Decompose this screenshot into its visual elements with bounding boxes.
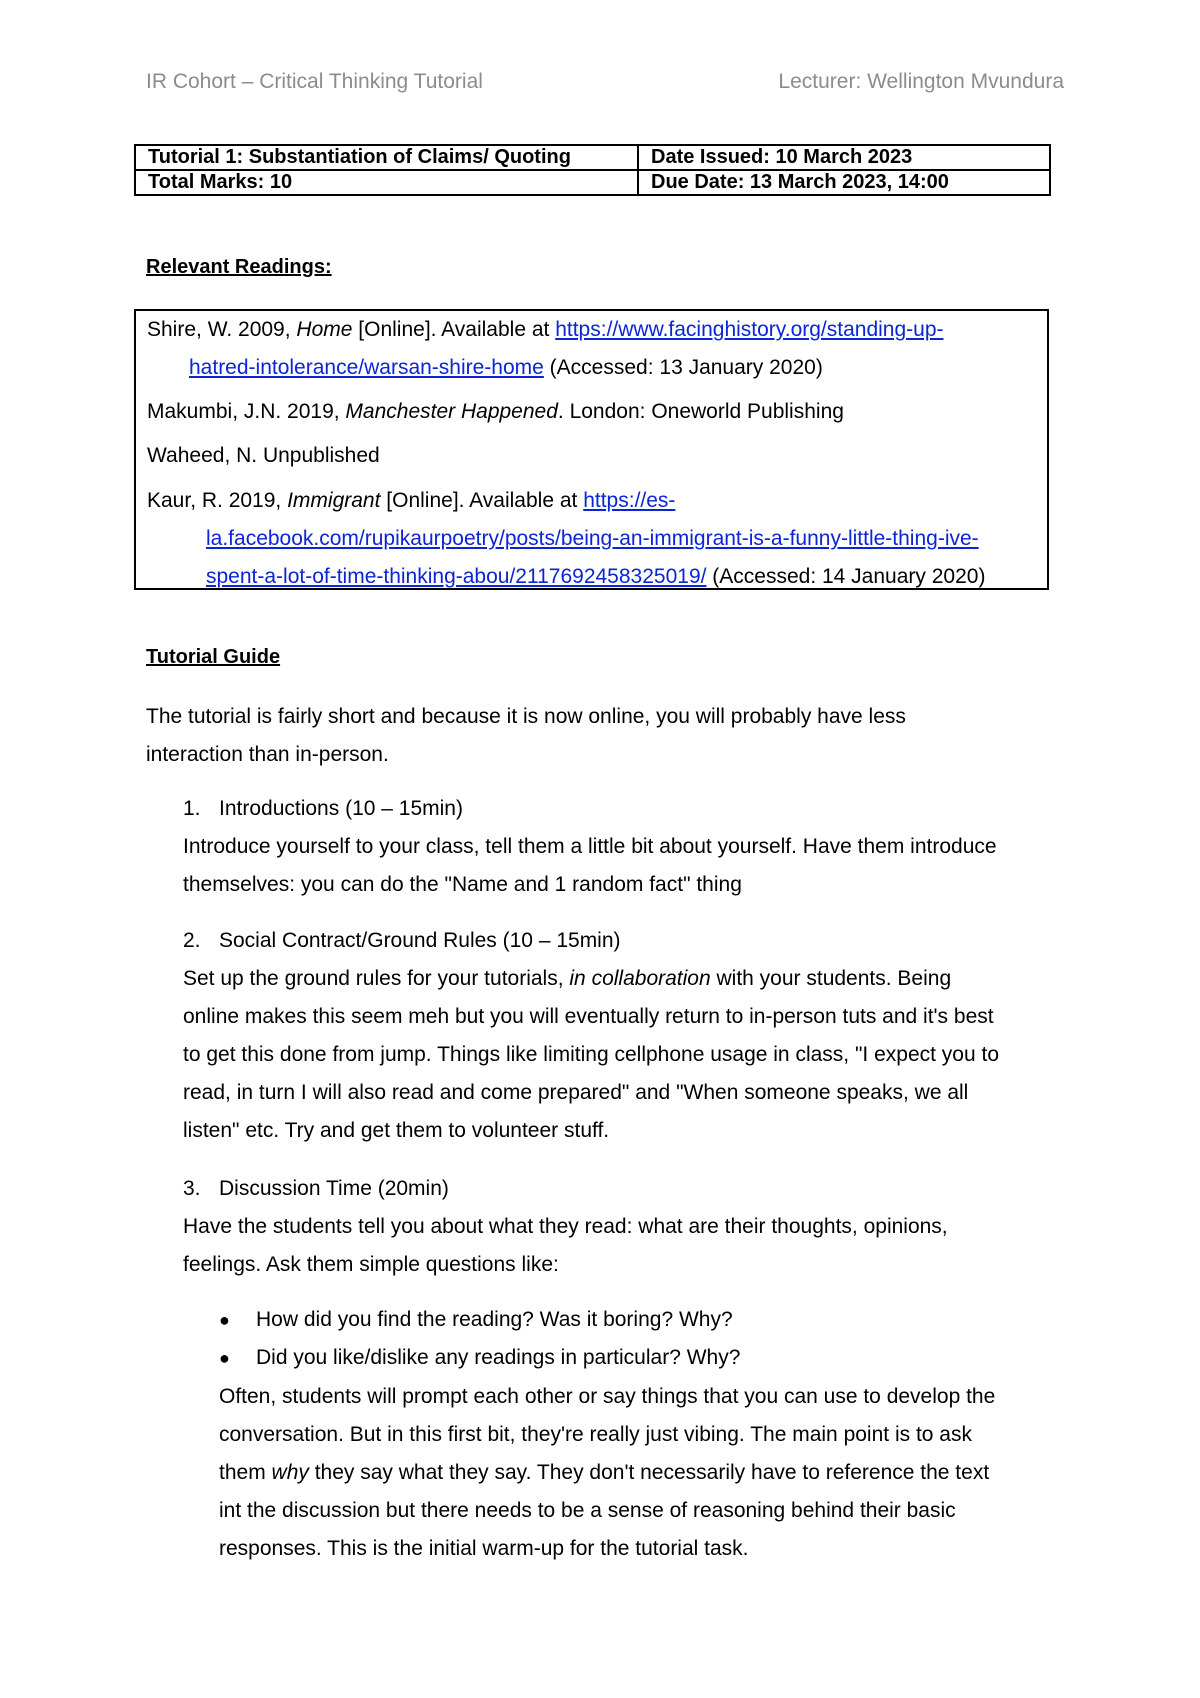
step-heading: Introductions (10 – 15min) bbox=[219, 797, 463, 820]
reference-kaur bbox=[147, 482, 985, 596]
intro-line: interaction than in-person. bbox=[146, 743, 389, 766]
step-text: themselves: you can do the "Name and 1 random fact" thing bbox=[183, 873, 742, 896]
step-text: to get this done from jump. Things like limiting cellphone usage in class, "I expect you to bbox=[183, 1043, 999, 1066]
bullet-item bbox=[219, 1339, 740, 1377]
header-course-title: IR Cohort – Critical Thinking Tutorial bbox=[146, 70, 483, 93]
ref-title: Home bbox=[296, 318, 353, 341]
step-1 bbox=[183, 790, 997, 904]
table-row bbox=[135, 145, 1050, 170]
table-row bbox=[135, 170, 1050, 195]
step-text: Have the students tell you about what they read: what are their thoughts, opinions, bbox=[183, 1215, 948, 1238]
step-text: Introduce yourself to your class, tell them a little bit about yourself. Have them introduce bbox=[183, 835, 997, 858]
ref-text: [Online]. Available at bbox=[380, 489, 584, 512]
ref-text: Makumbi, J.N. 2019, bbox=[147, 400, 346, 423]
ref-title: Immigrant bbox=[287, 489, 381, 512]
step-number: 3. bbox=[183, 1177, 201, 1200]
due-date-cell: Due Date: 13 March 2023, 14:00 bbox=[638, 170, 1050, 195]
guide-intro bbox=[146, 698, 906, 774]
step-text: listen" etc. Try and get them to volunteer stuff. bbox=[183, 1119, 610, 1142]
bullet-icon: ● bbox=[219, 1348, 230, 1368]
reference-link[interactable]: hatred-intolerance/warsan-shire-home bbox=[189, 356, 544, 379]
step-text: read, in turn I will also read and come prepared" and "When someone speaks, we all bbox=[183, 1081, 969, 1104]
note-line: Often, students will prompt each other or say things that you can use to develop the bbox=[219, 1385, 996, 1408]
step-2 bbox=[183, 922, 999, 1150]
reference-waheed: Waheed, N. Unpublished bbox=[147, 444, 380, 467]
note-line: conversation. But in this first bit, they're really just vibing. The main point is to ask bbox=[219, 1423, 972, 1446]
total-marks-cell: Total Marks: 10 bbox=[135, 170, 638, 195]
ref-text: . London: Oneworld Publishing bbox=[557, 400, 844, 423]
note-line: they say what they say. They don't necessarily have to reference the text bbox=[308, 1461, 990, 1484]
ref-text: [Online]. Available at bbox=[352, 318, 556, 341]
bullet-item bbox=[219, 1301, 733, 1339]
relevant-readings-heading: Relevant Readings: bbox=[146, 256, 332, 278]
ref-title: Manchester Happened bbox=[345, 400, 558, 423]
step-heading: Discussion Time (20min) bbox=[219, 1177, 449, 1200]
step-text: online makes this seem meh but you will eventually return to in-person tuts and it's best bbox=[183, 1005, 994, 1028]
tutorial-title-cell: Tutorial 1: Substantiation of Claims/ Quoting bbox=[135, 145, 638, 170]
step-3 bbox=[183, 1170, 948, 1284]
reference-link[interactable]: https://www.facinghistory.org/standing-up- bbox=[555, 318, 944, 341]
step-text: Set up the ground rules for your tutorials, bbox=[183, 967, 570, 990]
ref-accessed: (Accessed: 14 January 2020) bbox=[706, 565, 986, 588]
intro-line: The tutorial is fairly short and because it is now online, you will probably have less bbox=[146, 705, 906, 728]
step-heading: Social Contract/Ground Rules (10 – 15min) bbox=[219, 929, 621, 952]
note-line: responses. This is the initial warm-up for the tutorial task. bbox=[219, 1537, 749, 1560]
ref-text: Shire, W. 2009, bbox=[147, 318, 297, 341]
reference-makumbi bbox=[147, 393, 844, 431]
date-issued-cell: Date Issued: 10 March 2023 bbox=[638, 145, 1050, 170]
reference-link[interactable]: https://es- bbox=[583, 489, 676, 512]
reference-link[interactable]: spent-a-lot-of-time-thinking-abou/2117692458325019/ bbox=[206, 565, 707, 588]
note-line: int the discussion but there needs to be a sense of reasoning behind their basic bbox=[219, 1499, 956, 1522]
step-number: 2. bbox=[183, 929, 201, 952]
bullet-text: Did you like/dislike any readings in particular? Why? bbox=[256, 1346, 741, 1369]
discussion-notes bbox=[219, 1378, 995, 1568]
note-emphasis: why bbox=[271, 1461, 309, 1484]
reference-link[interactable]: la.facebook.com/rupikaurpoetry/posts/being-an-immigrant-is-a-funny-little-thing-ive- bbox=[206, 527, 979, 550]
step-text: with your students. Being bbox=[710, 967, 952, 990]
bullet-icon: ● bbox=[219, 1310, 230, 1330]
step-number: 1. bbox=[183, 797, 201, 820]
ref-accessed: (Accessed: 13 January 2020) bbox=[543, 356, 823, 379]
tutorial-guide-heading: Tutorial Guide bbox=[146, 646, 281, 668]
tutorial-info-table bbox=[134, 144, 1051, 196]
header-lecturer: Lecturer: Wellington Mvundura bbox=[778, 70, 1064, 93]
note-line: them bbox=[219, 1461, 272, 1484]
reference-shire bbox=[147, 311, 944, 387]
ref-text: Kaur, R. 2019, bbox=[147, 489, 288, 512]
step-text-emphasis: in collaboration bbox=[569, 967, 711, 990]
step-text: feelings. Ask them simple questions like: bbox=[183, 1253, 559, 1276]
readings-box bbox=[134, 309, 1049, 590]
bullet-text: How did you find the reading? Was it boring? Why? bbox=[256, 1308, 733, 1331]
